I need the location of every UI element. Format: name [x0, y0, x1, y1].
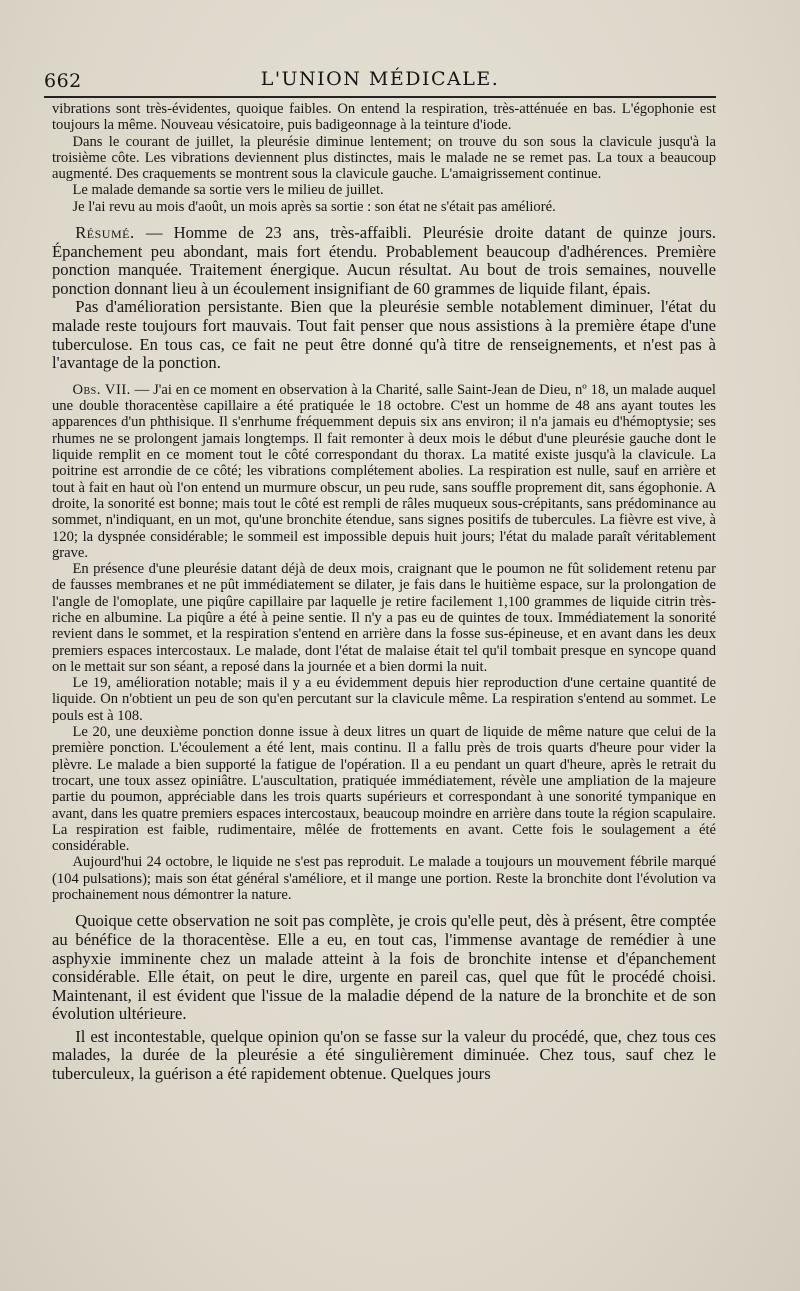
paragraph: vibrations sont très-évidentes, quoique faibles. On entend la respiration, très-atténuée en bas. L'égophonie est toujours la même. Nouveau vésicatoire, puis badigeonnage à la teinture d'iode. [52, 101, 716, 134]
summary-paragraph [52, 224, 716, 298]
discussion-section [52, 912, 716, 1083]
observation-label: Obs. VII. [72, 381, 131, 398]
paragraph: Aujourd'hui 24 octobre, le liquide ne s'est pas reproduit. Le malade a toujours un mouvement fébrile marqué (104 pulsations); mais son état général s'améliore, et il mange une portion. Reste la bronchite dont l'évolution va prochainement nous démontrer la nature. [52, 854, 716, 904]
summary-text: — Homme de 23 ans, très-affaibli. Pleurésie droite datant de quinze jours. Épanchement peu abondant, mais fort étendu. Probablement beaucoup d'adhérences. Première ponction manquée. Traitement énergique. Aucun résultat. Au bout de trois semaines, nouvelle ponction donnant lieu à un écoulement insignifiant de 60 grammes de liquide filant, épais. [52, 223, 716, 298]
observation-text: — J'ai en ce moment en observation à la Charité, salle Saint-Jean de Dieu, nº 18, un malade auquel une double thoracentèse capillaire a été pratiquée le 18 octobre. C'est un homme de 48 ans ayant toutes les apparences d'un phthisique. Il s'enrhume fréquemment depuis six ans environ; il n'a jamais eu d'hémoptysie; ses rhumes ne se prolongent jamais longtemps. Il fait remonter à deux mois le début d'une pleurésie gauche dont le liquide remplit en ce moment tout le côté correspondant du thorax. La matité existe jusqu'à la clavicule. La poitrine est arrondie de ce côté; les vibrations complétement abolies. La respiration est nulle, sauf en arrière et tout à fait en haut où l'on entend un murmure obscur, un peu rude, sans souffle proprement dit, sans égophonie. A droite, la sonorité est bonne; mais tout le côté est rempli de râles muqueux sous-crépitants, sans prédominance au sommet, n'indiquant, en un mot, qu'une bronchite étendue, sans signes positifs de tubercules. La fièvre est vive, à 120; la dyspnée considérable; le sommeil est impossible depuis huit jours; l'état du malade paraît véritablement grave. [52, 381, 716, 561]
paragraph: Quoique cette observation ne soit pas complète, je crois qu'elle peut, dès à présent, être comptée au bénéfice de la thoracentèse. Elle a eu, en tout cas, l'immense avantage de remédier à une asphyxie imminente chez un malade atteint à la fois de bronchite intense et d'épanchement considérable. Elle était, on peut le dire, urgente en pareil cas, quel que fût le procédé choisi. Maintenant, il est évident que l'issue de la maladie dépend de la nature de la bronchite et de son évolution ultérieure. [52, 911, 716, 1024]
paragraph: Le malade demande sa sortie vers le milieu de juillet. [72, 182, 384, 199]
body-text [52, 101, 716, 1084]
case-continuation [52, 101, 716, 215]
summary-section [52, 224, 716, 373]
paragraph: Pas d'amélioration persistante. Bien que la pleurésie semble notablement diminuer, l'état du malade reste toujours fort mauvais. Tout fait penser que nous assistions à la première étape d'une tuberculose. En tous cas, ce fait ne peut être donné qu'à titre de renseignements, et n'est pas à l'avantage de la ponction. [52, 297, 716, 373]
paragraph: Dans le courant de juillet, la pleurésie diminue lentement; on trouve du son sous la clavicule jusqu'à la troisième côte. Les vibrations deviennent plus distinctes, mais le malade ne se remet pas. La toux a beaucoup augmenté. Des craquements se montrent sous la clavicule gauche. L'amaigrissement continue. [52, 133, 716, 183]
page-number: 662 [44, 70, 82, 92]
paragraph: En présence d'une pleurésie datant déjà de deux mois, craignant que le poumon ne fût solidement retenu par de fausses membranes et ne pût immédiatement se dilater, je fais dans le huitième espace, sur la prolongation de l'angle de l'omoplate, une piqûre capillaire par laquelle je retire facilement 1,100 grammes de liquide citrin très-riche en albumine. La piqûre a été à peine sentie. Il n'y a pas eu de quintes de toux. Immédiatement la sonorité revient dans le sommet, et la respiration s'entend en arrière dans la fosse sus-épineuse, et en avant dans les deux premiers espaces intercostaux. Le malade, dont l'état de malaise était tel qu'il tombait presque en syncope quand on le mettait sur son séant, a reposé dans la journée et a bien dormi la nuit. [52, 561, 716, 675]
paragraph: Je l'ai revu au mois d'août, un mois après sa sortie : son état ne s'était pas amélioré. [72, 198, 556, 215]
page-header [40, 62, 720, 94]
observation-paragraph [52, 382, 716, 561]
summary-label: Résumé. [75, 223, 135, 243]
paragraph: Le 19, amélioration notable; mais il y a eu évidemment depuis hier reproduction d'une certaine quantité de liquide. On n'obtient un peu de son qu'en percutant sur la clavicule même. La respiration s'entend au sommet. Le pouls est à 108. [52, 675, 716, 724]
observation-section [52, 382, 716, 904]
header-rule [44, 96, 716, 98]
paragraph: Le 20, une deuxième ponction donne issue à deux litres un quart de liquide de même nature que celui de la première ponction. L'écoulement a été lent, mais continu. Il a fallu près de trois quarts d'heure pour vider la plèvre. Le malade a bien supporté la fatigue de l'opération. Il a eu pendant un quart d'heure, après le retrait du trocart, une toux assez opiniâtre. L'auscultation, pratiquée immédiatement, révèle une ampliation de la majeure partie du poumon, appréciable dans les trois quarts supérieurs et correspondant à une sonorité tympanique en avant, dans les quatre premiers espaces intercostaux, beaucoup moindre en arrière dans toute la région scapulaire. La respiration est faible, rudimentaire, mêlée de frottements en avant. Cette fois le soulagement a été considérable. [52, 724, 716, 855]
paragraph: Il est incontestable, quelque opinion qu'on se fasse sur la valeur du procédé, que, chez tous ces malades, la durée de la pleurésie a été singulièrement diminuée. Chez tous, sauf chez le tuberculeux, la guérison a été rapidement obtenue. Quelques jours [52, 1026, 716, 1084]
running-title: L'UNION MÉDICALE. [260, 68, 500, 90]
